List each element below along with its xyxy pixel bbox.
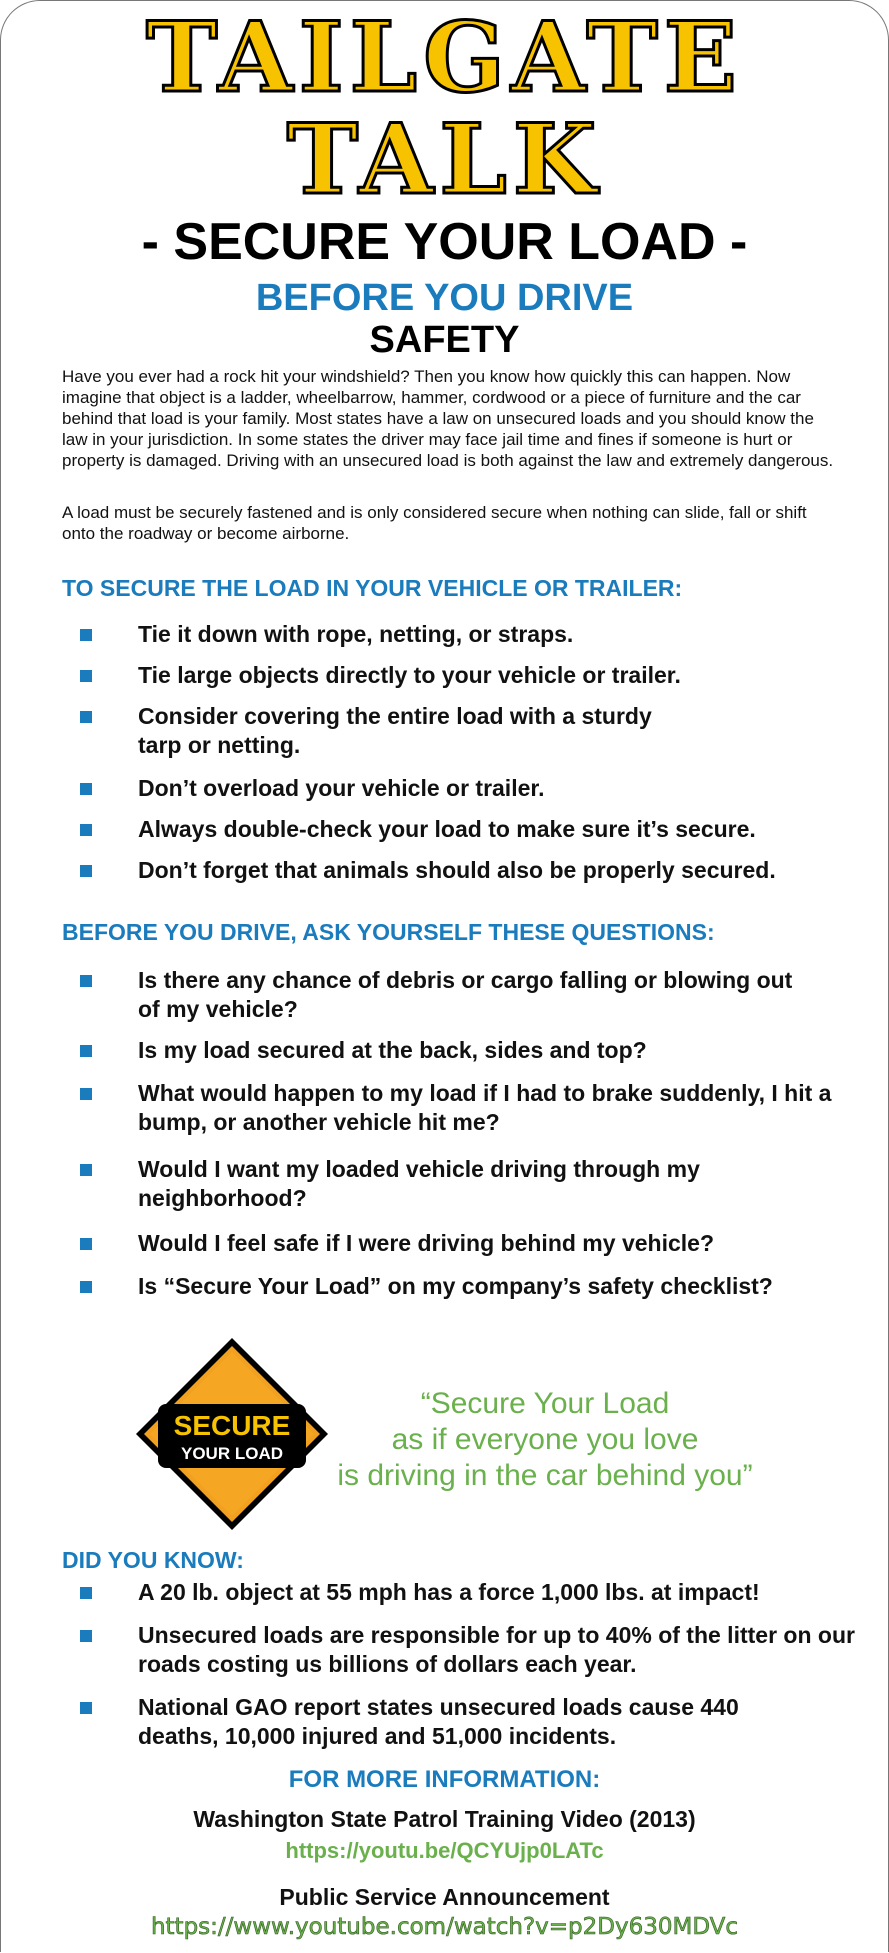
secure-item: Always double-check your load to make sure it’s secure. (80, 815, 840, 844)
secure-item: Tie large objects directly to your vehicle or trailer. (80, 661, 840, 690)
sign-text-secure: SECURE (173, 1410, 291, 1441)
psa-title: Public Service Announcement (279, 1884, 610, 1910)
quote-line-2: as if everyone you love (391, 1423, 699, 1456)
question-item: Would I want my loaded vehicle driving through my neighborhood? (80, 1155, 738, 1213)
did-you-know-list (80, 1578, 855, 1751)
title-talk: TALK (286, 103, 603, 216)
tagline-before-you-drive: BEFORE YOU DRIVE (255, 277, 634, 319)
bullet-square-icon (80, 865, 92, 877)
secure-item: Consider covering the entire load with a sturdy tarp or netting. (80, 702, 698, 760)
question-item: Is my load secured at the back, sides and top? (80, 1036, 840, 1065)
bullet-square-icon (80, 1281, 92, 1293)
quote-line-3: is driving in the car behind you” (337, 1459, 753, 1492)
intro-paragraph-2: A load must be securely fastened and is only considered secure when nothing can slide, fall or shift onto the roadway or become airborne. (62, 503, 807, 543)
secure-section-heading: TO SECURE THE LOAD IN YOUR VEHICLE OR TRAILER: (62, 575, 683, 601)
fact-item: National GAO report states unsecured loads cause 440 deaths, 10,000 injured and 51,000 incidents. (80, 1693, 778, 1751)
question-item: Is “Secure Your Load” on my company’s safety checklist? (80, 1272, 840, 1301)
video-title: Washington State Patrol Training Video (2013) (193, 1806, 696, 1832)
psa-link[interactable]: https://www.youtube.com/watch?v=p2Dy630MDVc (150, 1914, 739, 1940)
video-link[interactable]: https://youtu.be/QCYUjp0LATc (285, 1838, 604, 1863)
bullet-square-icon (80, 1587, 92, 1599)
fact-item: A 20 lb. object at 55 mph has a force 1,000 lbs. at impact! (80, 1578, 840, 1607)
bullet-square-icon (80, 629, 92, 641)
bullet-square-icon (80, 1088, 92, 1100)
question-item: Would I feel safe if I were driving behind my vehicle? (80, 1229, 840, 1258)
bullet-square-icon (80, 1702, 92, 1714)
page-subtitle: - SECURE YOUR LOAD - (141, 213, 748, 271)
bullet-square-icon (80, 1045, 92, 1057)
secure-item: Don’t overload your vehicle or trailer. (80, 774, 840, 803)
question-item: Is there any chance of debris or cargo falling or blowing out of my vehicle? (80, 966, 818, 1024)
bullet-square-icon (80, 975, 92, 987)
intro-paragraph-1: Have you ever had a rock hit your windshield? Then you know how quickly this can happen. Now imagine that object is a ladder, wheelbarrow, hammer, cordwood or a piece of furniture and the car behind that load is your family. Most states have a law on unsecured loads and you should know the law in your jurisdiction. In some states the driver may face jail time and fines if someone is hurt or property is damaged. Driving with an unsecured load is both against the law and extremely dangerous. (62, 367, 834, 470)
did-you-know-heading: DID YOU KNOW: (62, 1547, 244, 1573)
questions-section-heading: BEFORE YOU DRIVE, ASK YOURSELF THESE QUESTIONS: (62, 919, 715, 945)
bullet-square-icon (80, 824, 92, 836)
tagline-safety: SAFETY (369, 319, 520, 361)
questions-list (80, 966, 840, 1301)
bullet-square-icon (80, 783, 92, 795)
quote-block (320, 1386, 770, 1494)
bullet-square-icon (80, 670, 92, 682)
secure-your-load-sign-icon (132, 1334, 332, 1534)
quote-line-1: “Secure Your Load (420, 1387, 670, 1420)
title-tailgate: TAILGATE (146, 1, 743, 114)
bullet-square-icon (80, 1630, 92, 1642)
secure-item: Don’t forget that animals should also be properly secured. (80, 856, 840, 885)
bullet-square-icon (80, 711, 92, 723)
question-item: What would happen to my load if I had to brake suddenly, I hit a bump, or another vehicle hit me? (80, 1079, 858, 1137)
fact-item: Unsecured loads are responsible for up to 40% of the litter on our roads costing us billions of dollars each year. (80, 1621, 858, 1679)
more-info-heading: FOR MORE INFORMATION: (288, 1766, 601, 1793)
secure-item: Tie it down with rope, netting, or straps. (80, 620, 840, 649)
bullet-square-icon (80, 1238, 92, 1250)
sign-text-your-load: YOUR LOAD (181, 1444, 283, 1463)
secure-list (80, 620, 840, 885)
bullet-square-icon (80, 1164, 92, 1176)
